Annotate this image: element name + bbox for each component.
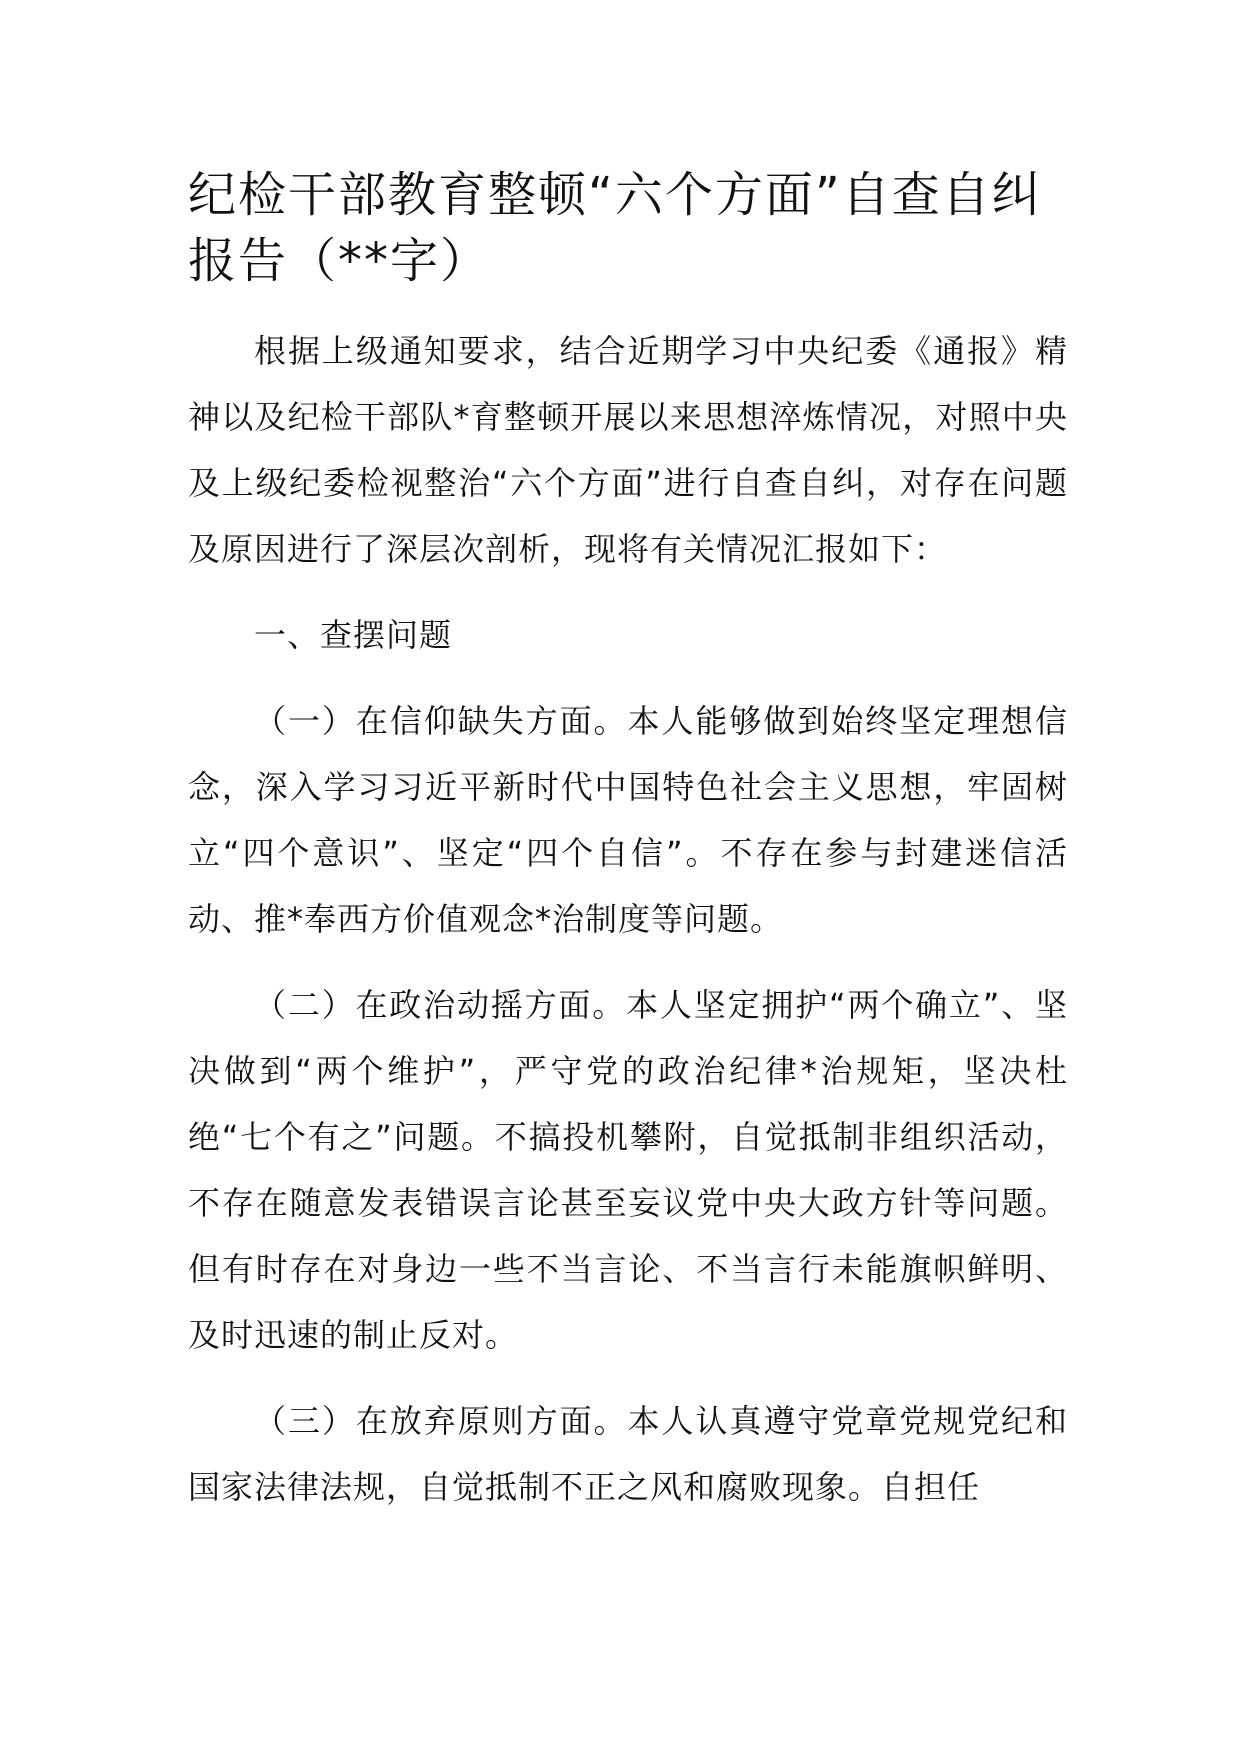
section-heading: 一、查摆问题 [254, 616, 453, 654]
document-body [188, 318, 1068, 1540]
paragraph-faith: （一）在信仰缺失方面。本人能够做到始终坚定理想信念，深入学习习近平新时代中国特色社会主义思想，牢固树立“四个意识”、坚定“四个自信”。不存在参与封建迷信活动、推*奉西方价值观念*治制度等问题。 [188, 702, 1068, 938]
intro-paragraph: 根据上级通知要求，结合近期学习中央纪委《通报》精神以及纪检干部队*育整顿开展以来思想淬炼情况，对照中央及上级纪委检视整治“六个方面”进行自查自纠，对存在问题及原因进行了深层次剖析，现将有关情况汇报如下： [188, 332, 1068, 568]
document-title: 纪检干部教育整顿“六个方面”自查自纠报告（**字） [188, 167, 1042, 289]
paragraph-politics: （二）在政治动摇方面。本人坚定拥护“两个确立”、坚决做到“两个维护”，严守党的政治纪律*治规矩，坚决杜绝“七个有之”问题。不搞投机攀附，自觉抵制非组织活动，不存在随意发表错误言论甚至妄议党中央大政方针等问题。但有时存在对身边一些不当言论、不当言行未能旗帜鲜明、及时迅速的制止反对。 [188, 986, 1068, 1354]
paragraph-principles: （三）在放弃原则方面。本人认真遵守党章党规党纪和国家法律法规，自觉抵制不正之风和腐败现象。自担任 [188, 1402, 1068, 1506]
